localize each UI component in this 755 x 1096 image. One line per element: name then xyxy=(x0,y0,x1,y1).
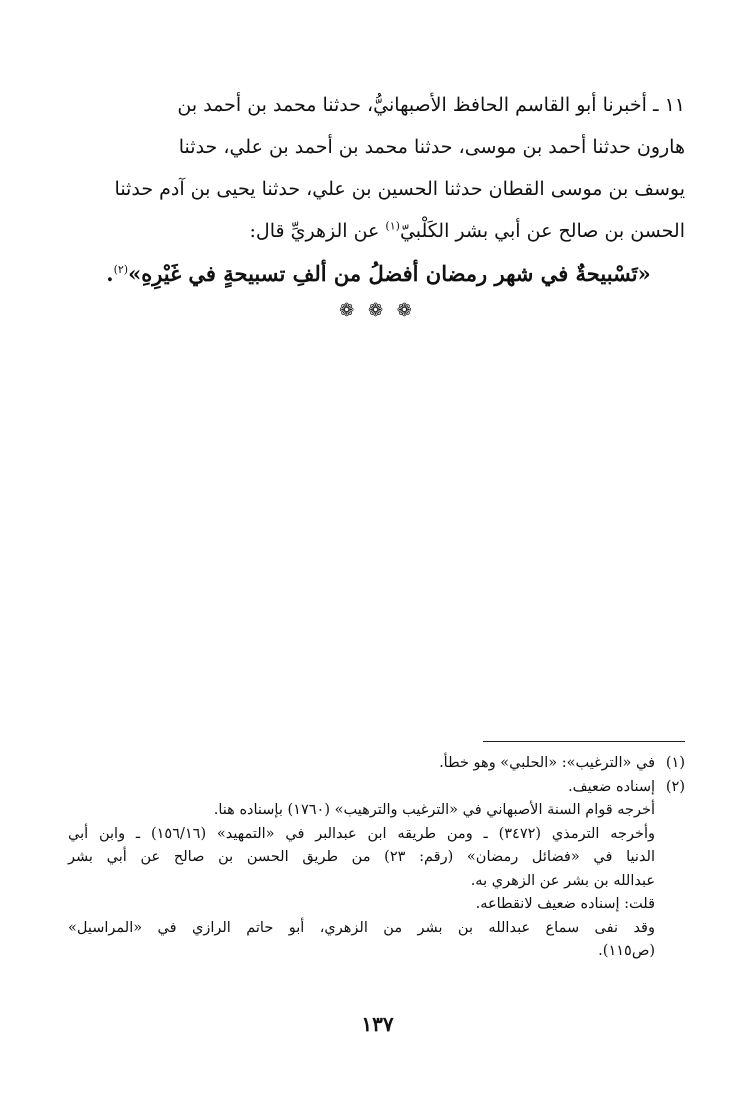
footnote-separator xyxy=(483,741,685,742)
footnote-2 xyxy=(68,776,685,964)
footnote-line: إسناده ضعيف. xyxy=(568,778,655,795)
footnote-line: قلت: إسناده ضعيف لانقطاعه. xyxy=(475,896,655,912)
ornament-divider: ❁ ❁ ❁ xyxy=(339,300,416,321)
text-line xyxy=(72,210,685,252)
footnote-number: (١) xyxy=(665,755,685,771)
footnote-line: الدنيا في «فضائل رمضان» (رقم: ٢٣) من طريق الحسن بن صالح عن أبي بشر xyxy=(68,849,655,865)
hadith-text xyxy=(72,256,685,292)
text-segment: الحسن بن صالح عن أبي بشر الكَلْبيّ xyxy=(399,220,685,242)
text-segment: عن الزهريِّ قال: xyxy=(249,220,386,242)
page-number: ١٣٧ xyxy=(361,1012,394,1036)
footnote-ref-2: (٢) xyxy=(113,263,129,276)
footnote-number: (٢) xyxy=(665,778,685,795)
footnote-body xyxy=(68,776,655,964)
hadith-quote: «تَسْبيحةٌ في شهر رمضان أفضلُ من ألفِ تسبيحةٍ في غَيْرِهِ» xyxy=(128,261,651,286)
main-text xyxy=(72,84,685,252)
footnote-line: وقد نفى سماع عبدالله بن بشر من الزهري، أبو حاتم الرازي في «المراسيل» xyxy=(68,919,655,936)
footnote-line: أخرجه قوام السنة الأصبهاني في «الترغيب والترهيب» (١٧٦٠) بإسناده هنا. xyxy=(213,802,655,818)
text-line: ١١ ـ أخبرنا أبو القاسم الحافظ الأصبهانيُّ، حدثنا محمد بن أحمد بن xyxy=(177,94,685,116)
text-line: يوسف بن موسى القطان حدثنا الحسين بن علي، حدثنا يحيى بن آدم حدثنا xyxy=(114,178,685,200)
footnote-1 xyxy=(68,752,685,776)
footnote-line: (ص١١٥). xyxy=(598,943,655,959)
hadith-end: . xyxy=(106,261,114,286)
footnote-line: وأخرجه الترمذي (٣٤٧٢) ـ ومن طريقه ابن عبدالبر في «التمهيد» (١٥٦/١٦) ـ وابن أبي xyxy=(68,825,655,842)
footnote-line: في «الترغيب»: «الحلبي» وهو خطأ. xyxy=(439,755,655,771)
footnote-body xyxy=(68,752,655,776)
text-line: هارون حدثنا أحمد بن موسى، حدثنا محمد بن أحمد بن علي، حدثنا xyxy=(178,136,685,158)
footnote-ref-1: (١) xyxy=(385,219,400,233)
footnotes xyxy=(68,752,685,964)
footnote-line: عبدالله بن بشر عن الزهري به. xyxy=(470,872,655,889)
